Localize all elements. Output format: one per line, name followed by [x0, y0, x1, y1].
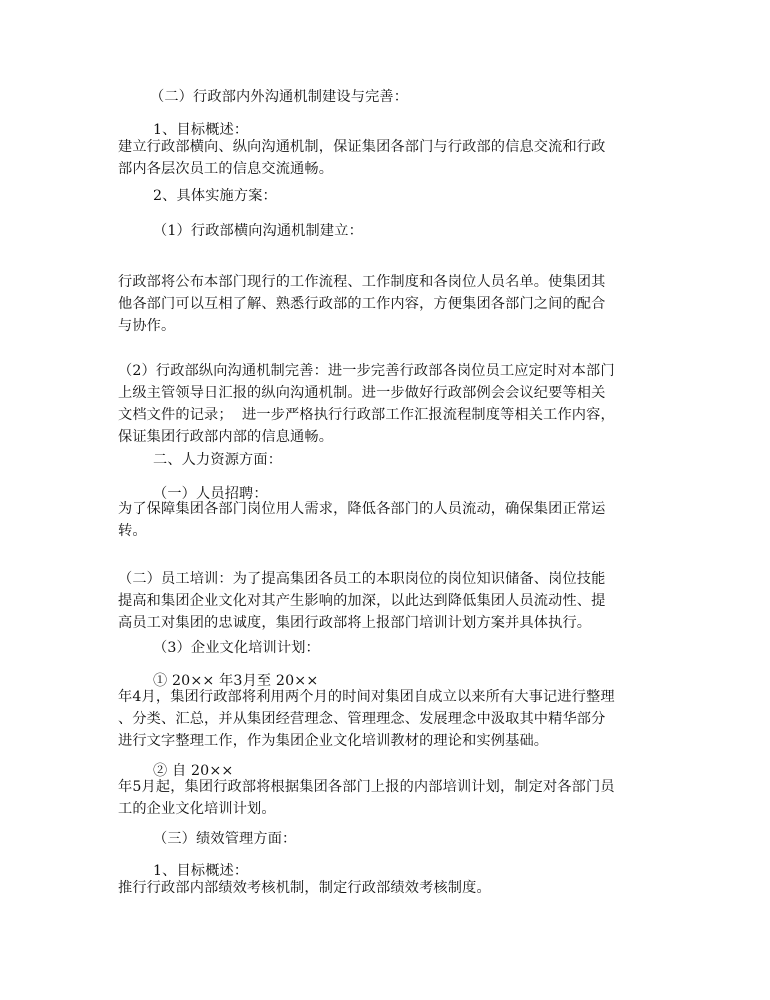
subheading-performance-goal: 1、目标概述：: [153, 863, 249, 879]
subheading-goal-overview: 1、目标概述：: [153, 122, 249, 138]
paragraph-goal-overview: 建立行政部横向、纵向沟通机制，保证集团各部门与行政部的信息交流和行政 部内各层次员工的信息交流通畅。: [118, 139, 606, 177]
list-item-2-heading: ② 自 20××: [153, 763, 234, 779]
paragraph-recruitment: 为了保障集团各部门岗位用人需求，降低各部门的人员流动，确保集团正常运 转。: [118, 501, 606, 539]
paragraph-list-item-2: 年5月起，集团行政部将根据集团各部门上报的内部培训计划，制定对各部门员 工的企业文化培训计划。: [118, 779, 615, 817]
subheading-horizontal-communication: （1）行政部横向沟通机制建立：: [153, 223, 363, 239]
section-heading-communication: （二）行政部内外沟通机制建设与完善：: [150, 89, 409, 105]
paragraph-horizontal-communication: 行政部将公布本部门现行的工作流程、工作制度和各岗位人员名单。使集团其 他各部门可以互相了解、熟悉行政部的工作内容，方便集团各部门之间的配合 与协作。: [118, 274, 606, 334]
subheading-culture-training: （3）企业文化培训计划：: [153, 640, 320, 656]
list-item-1-heading: ① 20×× 年3月至 20××: [153, 673, 319, 689]
section-heading-performance: （三）绩效管理方面：: [153, 831, 297, 847]
paragraph-employee-training: （二）员工培训：为了提高集团各员工的本职岗位的岗位知识储备、岗位技能 提高和集团企业文化对其产生影响的加深，以此达到降低集团人员流动性、提 高员工对集团的忠诚度，集团行政部将上报部门培训计划方案并具体执行。: [118, 571, 606, 631]
paragraph-vertical-communication: （2）行政部纵向沟通机制完善：进一步完善行政部各岗位员工应定时对本部门 上级主管领导日汇报的纵向沟通机制。进一步做好行政部例会会议纪要等相关 文档文件的记录； 进一步严格执行行政部工作汇报流程制度等相关工作内容， 保证集团行政部内部的信息通畅。: [118, 363, 615, 445]
paragraph-list-item-1: 年4月，集团行政部将利用两个月的时间对集团自成立以来所有大事记进行整理 、分类、汇总，并从集团经营理念、管理理念、发展理念中汲取其中精华部分 进行文字整理工作，作为集团企业文化培训教材的理论和实例基础。: [118, 689, 615, 749]
subheading-recruitment: （一）人员招聘：: [153, 486, 268, 502]
subheading-implementation-plan: 2、具体实施方案：: [153, 188, 277, 204]
section-heading-human-resources: 二、人力资源方面：: [153, 452, 283, 468]
paragraph-performance-goal: 推行行政部内部绩效考核机制，制定行政部绩效考核制度。: [118, 880, 491, 896]
